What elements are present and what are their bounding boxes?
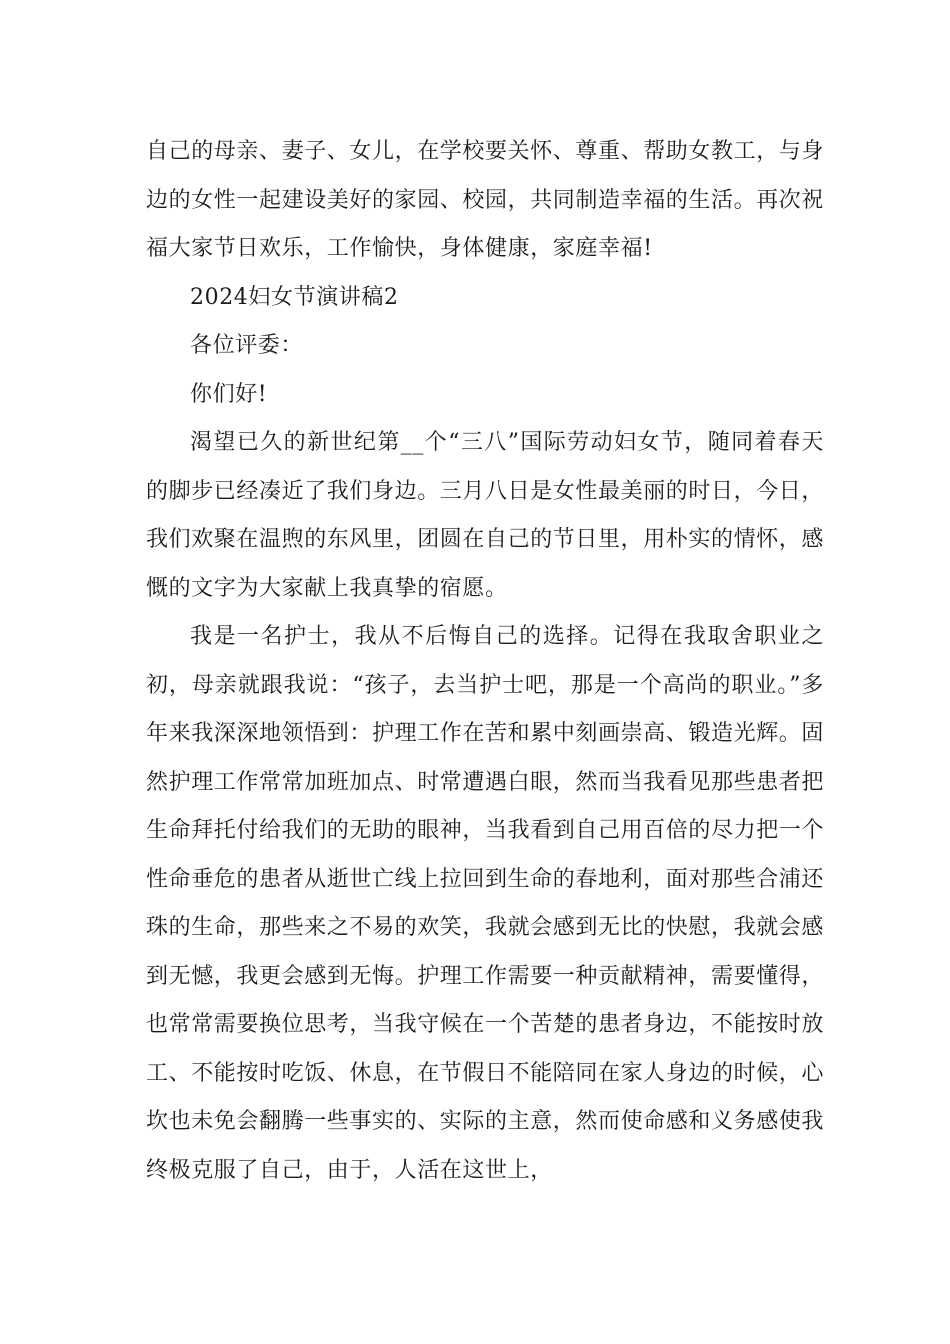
salutation: 各位评委： [190, 333, 304, 358]
paragraph: 渴望已久的新世纪第__个“三八”国际劳动妇女节，随同着春天的脚步已经凑近了我们身边。三月八日是女性最美丽的时日，今日，我们欢聚在温煦的东风里，团圆在自己的节日里，用朴实的情怀，感慨的文字为大家献上我真挚的宿愿。 [146, 430, 825, 601]
paragraph: 自己的母亲、妻子、女儿，在学校要关怀、尊重、帮助女教工，与身边的女性一起建设美好的家园、校园，共同制造幸福的生活。再次祝福大家节日欢乐，工作愉快，身体健康，家庭幸福! [146, 139, 825, 261]
paragraph: 我是一名护士，我从不后悔自己的选择。记得在我取舍职业之初，母亲就跟我说：“孩子，去当护士吧，那是一个高尚的职业。”多年来我深深地领悟到：护理工作在苦和累中刻画崇高、锻造光辉。固然护理工作常常加班加点、时常遭遇白眼，然而当我看见那些患者把生命拜托付给我们的无助的眼神，当我看到自己用百倍的尽力把一个性命垂危的患者从逝世亡线上拉回到生命的春地利，面对那些合浦还珠的生命，那些来之不易的欢笑，我就会感到无比的快慰，我就会感到无憾，我更会感到无悔。护理工作需要一种贡献精神，需要懂得，也常常需要换位思考，当我守候在一个苦楚的患者身边，不能按时放工、不能按时吃饭、休息，在节假日不能陪同在家人身边的时候，心坎也未免会翻腾一些事实的、实际的主意，然而使命感和义务感使我终极克服了自己，由于，人活在这世上， [146, 624, 825, 1183]
greeting: 你们好! [190, 381, 268, 407]
document-body [146, 128, 824, 1195]
section-title: 2024妇女节演讲稿2 [190, 284, 399, 310]
